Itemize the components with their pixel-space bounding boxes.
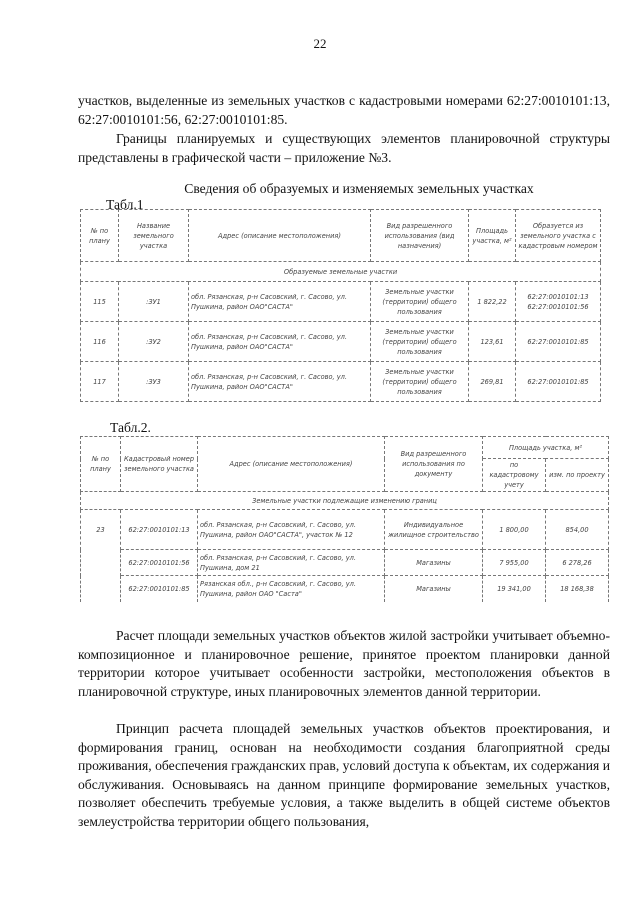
plot-use: Магазины [385,576,483,602]
plot-address: Рязанская обл., р-н Сасовский, г. Сасово, ул. Пушкина, район ОАО "Саста" [198,576,385,602]
plot-area: 269,81 [469,362,516,402]
area-by-record: 19 341,00 [483,576,546,602]
area-by-record: 7 955,00 [483,550,546,576]
plot-use: Земельные участки (территории) общего пользования [371,362,469,402]
table2-caption: Табл.2. [110,420,151,435]
table1-header-cell: Образуется из земельного участка с кадастровым номером [516,210,601,262]
plot-use: Земельные участки (территории) общего пользования [371,322,469,362]
plot-address: обл. Рязанская, р-н Сасовский, г. Сасово, ул. Пушкина, дом 21 [198,550,385,576]
section-title: Сведения об образуемых и изменяемых земельных участках [184,181,534,196]
table2-header-row [81,437,609,459]
plot-source: 62:27:0010101:13 62:27:0010101:56 [516,282,601,322]
plot-address: обл. Рязанская, р-н Сасовский, г. Сасово, ул. Пушкина, район ОАО"САСТА" [189,362,371,402]
table-row [81,322,601,362]
plot-use: Магазины [385,550,483,576]
boundaries-paragraph: Границы планируемых и существующих элементов планировочной структуры представлены в графической части – приложение №3. [78,131,610,165]
table2-header-cell: Вид разрешенного использования по документу [385,437,483,492]
body-paragraph-1: Расчет площади земельных участков объектов жилой застройки учитывает объемно-композиционное и планировочное решение, принятое проектом планировки данной территории которое учитывает особенности застройки, местоположения объектов в планировочной структуре, иных планировочных элементов данной территории. [78,628,610,699]
row-number: 116 [81,322,119,362]
row-number [81,550,121,576]
table2-header-cell: № по плану [81,437,121,492]
table1-header-cell: Название земельного участка [119,210,189,262]
plot-address: обл. Рязанская, р-н Сасовский, г. Сасово, ул. Пушкина, район ОАО"САСТА" [189,282,371,322]
table2 [80,436,609,602]
row-number: 115 [81,282,119,322]
table1-header-cell: Площадь участка, м² [469,210,516,262]
row-number: 23 [81,510,121,550]
table1-group-row [81,262,601,282]
table1-group-label: Образуемые земельные участки [81,262,601,282]
table2-header-cell: Адрес (описание местоположения) [198,437,385,492]
area-by-project: 6 278,26 [546,550,609,576]
cadastral-number: 62:27:0010101:56 [121,550,198,576]
table2-group-label: Земельные участки подлежащие изменению границ [81,492,609,510]
table1-header-cell: Адрес (описание местоположения) [189,210,371,262]
table-row [81,282,601,322]
table2-header-cell: по кадастровому учету [483,459,546,492]
table2-header-cell: изм. по проекту [546,459,609,492]
table2-group-row [81,492,609,510]
plot-name: :ЗУ1 [119,282,189,322]
table1-caption: Табл.1 [106,197,144,212]
area-by-record: 1 800,00 [483,510,546,550]
table-row [81,362,601,402]
table-row [81,576,609,602]
intro-paragraph: участков, выделенные из земельных участков с кадастровыми номерами 62:27:0010101:13, 62:27:0010101:56, 62:27:0010101:85. [78,93,610,127]
table1 [80,209,601,402]
plot-area: 1 822,22 [469,282,516,322]
cadastral-number: 62:27:0010101:13 [121,510,198,550]
plot-name: :ЗУ3 [119,362,189,402]
plot-source: 62:27:0010101:85 [516,362,601,402]
plot-use: Индивидуальное жилищное строительство [385,510,483,550]
plot-address: обл. Рязанская, р-н Сасовский, г. Сасово, ул. Пушкина, район ОАО"САСТА", участок № 12 [198,510,385,550]
plot-address: обл. Рязанская, р-н Сасовский, г. Сасово, ул. Пушкина, район ОАО"САСТА" [189,322,371,362]
table2-header-cell: Кадастровый номер земельного участка [121,437,198,492]
row-number [81,576,121,602]
plot-area: 123,61 [469,322,516,362]
table2-header-cell: Площадь участка, м² [483,437,609,459]
cadastral-number: 62:27:0010101:85 [121,576,198,602]
body-paragraph-2: Принцип расчета площадей земельных участков объектов проектирования, и формирования границ, основан на необходимости создания благоприятной среды проживания, обеспечения гражданских прав, условий доступа к объектам, их содержания и обслуживания. Основываясь на данном принципе формирование земельных участков, позволяет обеспечить требуемые условия, а также выделить в общей системе объектов землеустройства территории общего пользования, [78,721,610,829]
table1-header-cell: № по плану [81,210,119,262]
table-row [81,550,609,576]
area-by-project: 854,00 [546,510,609,550]
plot-source: 62:27:0010101:85 [516,322,601,362]
area-by-project: 18 168,38 [546,576,609,602]
plot-name: :ЗУ2 [119,322,189,362]
table-row [81,510,609,550]
page-number: 22 [313,36,327,51]
row-number: 117 [81,362,119,402]
table1-header-cell: Вид разрешенного использования (вид назначения) [371,210,469,262]
plot-use: Земельные участки (территории) общего пользования [371,282,469,322]
table1-header-row [81,210,601,262]
